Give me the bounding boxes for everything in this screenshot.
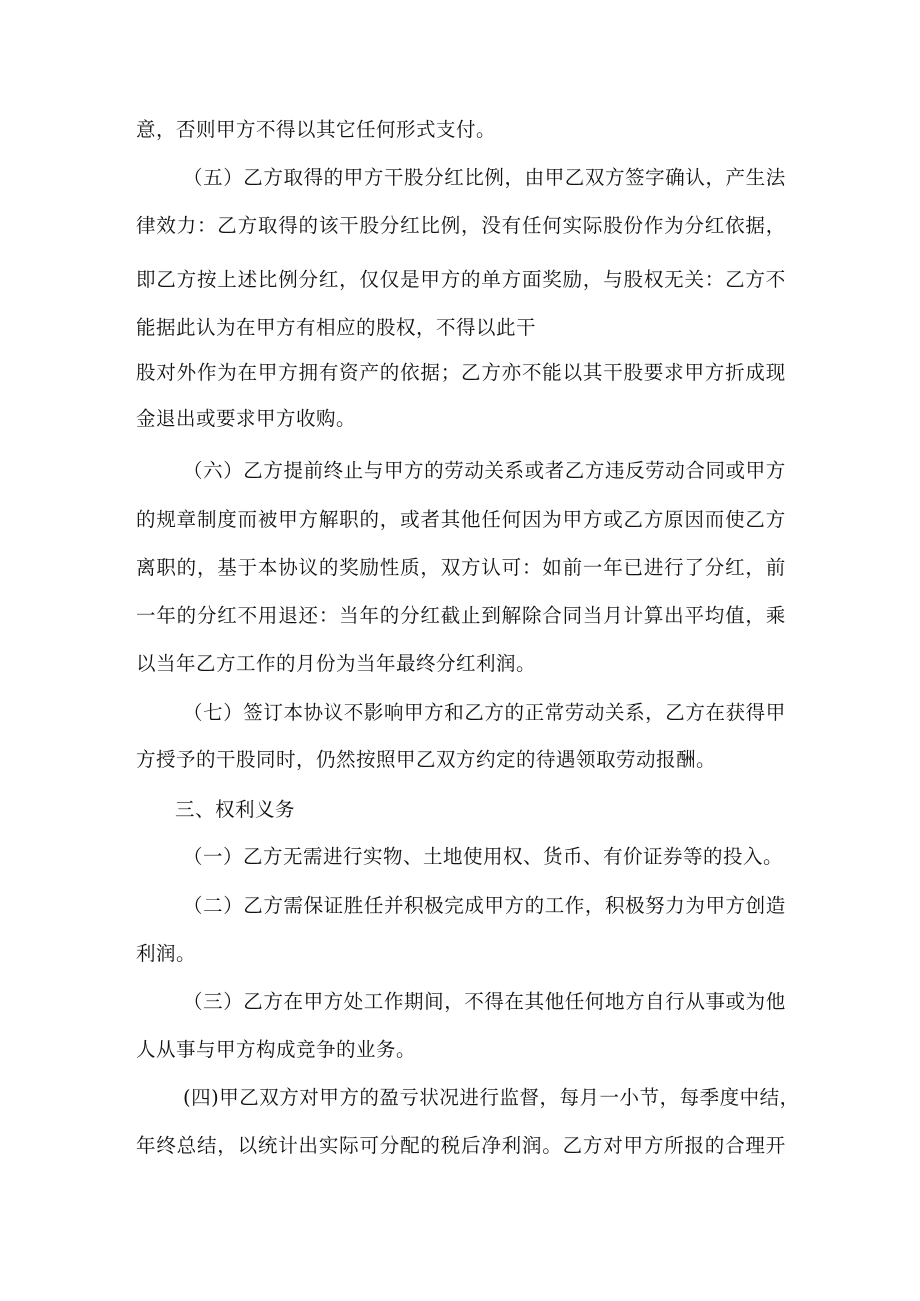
- text-line-14: 方授予的干股同时，仍然按照甲乙双方约定的待遇领取劳动报酬。: [136, 748, 717, 771]
- text-line-5: 能据此认为在甲方有相应的股权，不得以此干: [136, 316, 537, 339]
- text-line-11: 一 年 的 分 红 不 用 退 还 ： 当 年 的 分 红 截 止 到 解 除 合 同 当 月 计 算 出 平 均 值 ， 乘: [136, 604, 786, 627]
- text-line-13: （ 七 ） 签 订 本 协 议 不 影 响 甲 方 和 乙 方 的 正 常 劳 动 关 系 ， 乙 方 在 获 得 甲: [183, 701, 786, 724]
- text-line-20: 人从事与甲方构成竞争的业务。: [136, 1038, 417, 1061]
- text-line-17: （ 二 ） 乙 方 需 保 证 胜 任 并 积 极 完 成 甲 方 的 工 作 ， 积 极 努 力 为 甲 方 创 造: [183, 894, 786, 917]
- text-line-1: 意，否则甲方不得以其它任何形式支付。: [136, 118, 497, 141]
- text-line-18: 利润。: [136, 942, 197, 965]
- section-heading: 三、权利义务: [175, 798, 296, 821]
- text-line-8: （ 六 ） 乙 方 提 前 终 止 与 甲 方 的 劳 动 关 系 或 者 乙 方 违 反 劳 动 合 同 或 甲 方: [183, 459, 786, 482]
- text-line-9: 的 规 章 制 度 而 被 甲 方 解 职 的 ， 或 者 其 他 任 何 因 为 甲 方 或 乙 方 原 因 而 使 乙 方: [136, 508, 786, 531]
- text-line-12: 以当年乙方工作的月份为当年最终分红利润。: [136, 652, 537, 675]
- text-line-10: 离 职 的 ， 基 于 本 协 议 的 奖 励 性 质 ， 双 方 认 可 ： 如 前 一 年 已 进 行 了 分 红 ， 前: [136, 556, 786, 579]
- text-line-21: ( 四 ) 甲 乙 双 方 对 甲 方 的 盈 亏 状 况 进 行 监 督 ， 每 月 一 小 节 ， 每 季 度 中 结 ，: [183, 1086, 800, 1109]
- text-line-22: 年 终 总 结 ， 以 统 计 出 实 际 可 分 配 的 税 后 净 利 润 。 乙 方 对 甲 方 所 报 的 合 理 开: [136, 1134, 786, 1157]
- text-line-6: 股 对 外 作 为 在 甲 方 拥 有 资 产 的 依 据 ； 乙 方 亦 不 能 以 其 干 股 要 求 甲 方 折 成 现: [136, 361, 786, 384]
- text-line-3: 律 效 力 ： 乙 方 取 得 的 该 干 股 分 红 比 例 ， 没 有 任 何 实 际 股 份 作 为 分 红 依 据 ，: [136, 214, 786, 237]
- text-line-19: （ 三 ） 乙 方 在 甲 方 处 工 作 期 间 ， 不 得 在 其 他 任 何 地 方 自 行 从 事 或 为 他: [183, 990, 786, 1013]
- text-line-2: （ 五 ） 乙 方 取 得 的 甲 方 干 股 分 红 比 例 ， 由 甲 乙 双 方 签 字 确 认 ， 产 生 法: [183, 166, 786, 189]
- text-line-7: 金退出或要求甲方收购。: [136, 407, 357, 430]
- text-line-16: （一）乙方无需进行实物、土地使用权、货币、有价证券等的投入。: [183, 845, 784, 868]
- text-line-4: 即 乙 方 按 上 述 比 例 分 红 ， 仅 仅 是 甲 方 的 单 方 面 奖 励 ， 与 股 权 无 关 ： 乙 方 不: [136, 268, 786, 291]
